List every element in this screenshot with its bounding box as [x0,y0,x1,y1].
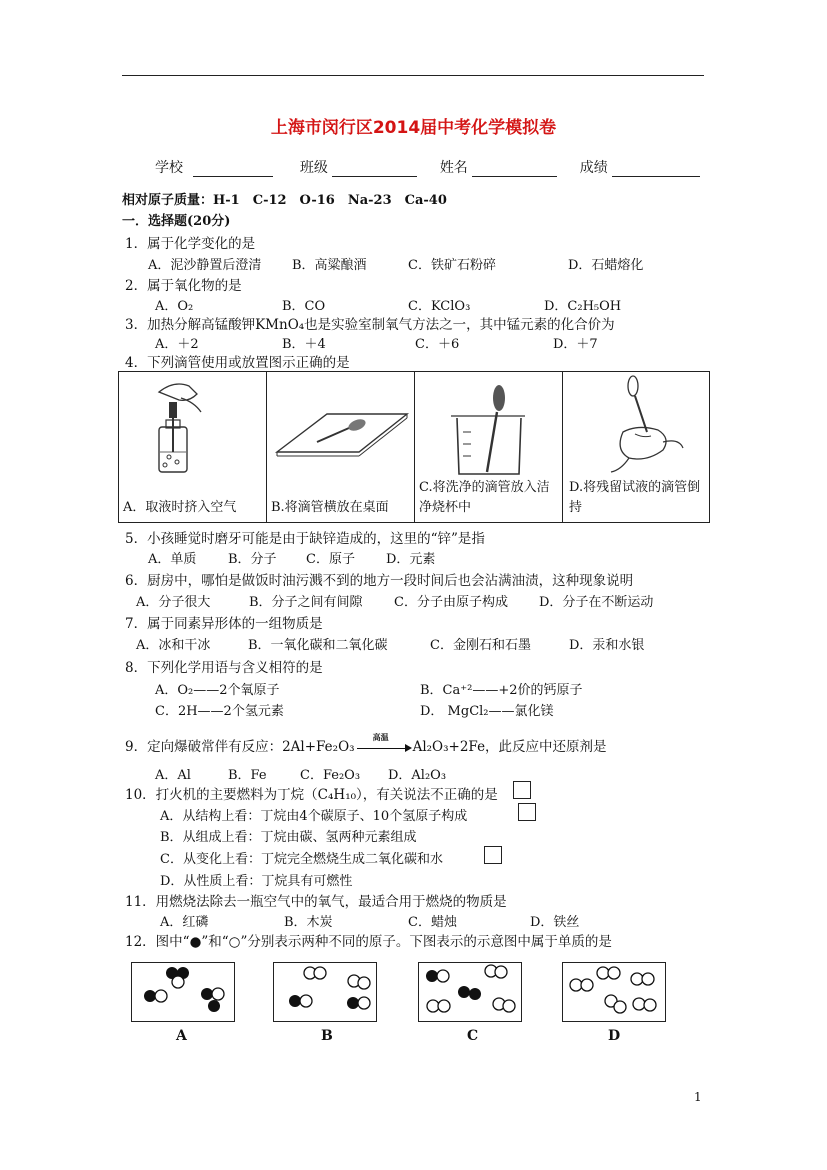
figure-cell-a [119,372,267,522]
figure-caption-b: B.将滴管横放在桌面 [271,500,389,515]
answer-box[interactable] [518,803,536,821]
class-blank[interactable] [332,160,417,177]
school-blank[interactable] [193,160,273,177]
question-3-stem: 3．加热分解高锰酸钾KMnO₄也是实验室制氧气方法之一，其中锰元素的化合价为 [125,317,615,333]
diagram-label-d: D [608,1028,621,1044]
score-label: 成绩 [579,160,608,176]
question-2-option-d: D．C₂H₅OH [544,299,622,314]
school-label: 学校 [155,160,183,176]
diagram-label-b: B [321,1028,333,1044]
question-5-stem: 5．小孩睡觉时磨牙可能是由于缺锌造成的，这里的“锌”是指 [125,531,485,547]
question-5-option-d: D．元素 [386,552,436,567]
question-12-stem: 12．图中“●”和“○”分别表示两种不同的原子。下图表示的示意图中属于单质的是 [125,934,612,950]
dropper-in-beaker-illustration [415,372,563,482]
question-11-option-a: A．红磷 [160,915,209,930]
figure-caption-a: A．取液时挤入空气 [123,500,237,515]
question-3-option-d: D．＋7 [553,337,598,352]
reaction-condition: 高温 [372,731,389,742]
question-2-stem: 2．属于氧化物的是 [125,278,242,294]
question-6-option-a: A．分子很大 [136,595,211,610]
molecule-diagram-b [273,962,377,1022]
question-1-option-b: B．高粱酿酒 [292,258,367,273]
molecule-diagram-a [131,962,235,1022]
student-info-fields [155,157,700,177]
question-8-option-c: C．2H——2个氢元素 [155,704,284,719]
question-9-option-d: D．Al₂O₃ [388,768,447,783]
question-8-option-d: D． MgCl₂——氯化镁 [420,704,554,719]
question-9-option-b: B．Fe [228,768,267,783]
molecule-diagram-d [562,962,666,1022]
page-number: 1 [694,1090,702,1104]
question-11-option-b: B．木炭 [284,915,333,930]
question-10-option-c: C．从变化上看：丁烷完全燃烧生成二氧化碳和水 [160,852,443,867]
question-2-option-b: B．CO [282,299,326,314]
diagram-label-a: A [176,1028,187,1044]
question-3-option-c: C．＋6 [415,337,460,352]
question-10-option-d: D．从性质上看：丁烷具有可燃性 [160,874,353,889]
class-label: 班级 [299,160,328,176]
question-3-option-a: A．＋2 [155,337,199,352]
question-11-option-c: C．蜡烛 [408,915,457,930]
molecule-diagram-c [418,962,522,1022]
question-7-option-d: D．汞和水银 [569,638,645,653]
question-6-option-d: D．分子在不断运动 [539,595,654,610]
question-10-option-a: A．从结构上看：丁烷由4个碳原子、10个氢原子构成 [160,809,468,824]
question-8-option-b: B．Ca⁺²——+2价的钙原子 [420,683,583,698]
question-9-stem [125,731,607,755]
question-1-stem: 1．属于化学变化的是 [125,236,256,252]
dropper-figure-table [118,371,710,523]
question-9-option-c: C．Fe₂O₃ [300,768,361,783]
question-8-option-a: A．O₂——2个氧原子 [155,683,280,698]
question-6-option-b: B．分子之间有间隙 [249,595,363,610]
question-10-option-b: B．从组成上看：丁烷由碳、氢两种元素组成 [160,830,417,845]
figure-cell-c [415,372,563,522]
question-3-option-b: B．＋4 [282,337,326,352]
figure-cell-b [267,372,415,522]
diagram-label-c: C [467,1028,479,1044]
dropper-squeeze-illustration [119,372,267,482]
question-11-option-d: D．铁丝 [530,915,580,930]
question-9-products: Al₂O₃+2Fe，此反应中还原剂是 [412,739,607,755]
question-6-option-c: C．分子由原子构成 [394,595,508,610]
figure-cell-d [563,372,711,522]
question-4-stem: 4．下列滴管使用或放置图示正确的是 [125,355,350,371]
question-10-stem: 10．打火机的主要燃料为丁烷（C₄H₁₀），有关说法不正确的是 [125,787,498,803]
figure-caption-d: D.将残留试液的滴管倒持 [569,480,701,515]
question-5-option-c: C．原子 [306,552,355,567]
question-9-reactants: 9．定向爆破常伴有反应：2Al+Fe₂O₃ [125,739,355,755]
question-1-option-c: C．铁矿石粉碎 [408,258,496,273]
name-blank[interactable] [472,160,557,177]
question-11-stem: 11．用燃烧法除去一瓶空气中的氧气，最适合用于燃烧的物质是 [125,894,507,910]
section-heading: 一．选择题(20分) [122,214,231,229]
question-2-option-a: A．O₂ [155,299,194,314]
question-7-option-b: B．一氧化碳和二氧化碳 [248,638,388,653]
page-title: 上海市闵行区2014届中考化学模拟卷 [270,118,557,138]
question-8-stem: 8．下列化学用语与含义相符的是 [125,660,323,676]
name-label: 姓名 [439,160,468,176]
question-1-option-a: A．泥沙静置后澄清 [148,258,262,273]
question-7-stem: 7．属于同素异形体的一组物质是 [125,616,323,632]
question-6-stem: 6．厨房中，哪怕是做饭时油污溅不到的地方一段时间后也会沾满油渍，这种现象说明 [125,573,634,589]
dropper-inverted-illustration [563,372,711,482]
question-5-option-b: B．分子 [228,552,277,567]
dropper-flat-on-table-illustration [267,372,415,482]
answer-box[interactable] [513,781,531,799]
question-2-option-c: C．KClO₃ [408,299,471,314]
question-7-option-c: C．金刚石和石墨 [430,638,531,653]
question-5-option-a: A．单质 [148,552,197,567]
question-7-option-a: A．冰和干冰 [136,638,211,653]
figure-caption-c: C.将洗净的滴管放入洁净烧杯中 [419,480,550,515]
score-blank[interactable] [612,160,700,177]
atomic-mass-line: 相对原子质量：H-1 C-12 O-16 Na-23 Ca-40 [122,193,447,208]
question-9-option-a: A．Al [155,768,191,783]
header-rule [122,75,704,76]
question-1-option-d: D．石蜡熔化 [568,258,644,273]
reaction-arrow [355,731,413,754]
answer-box[interactable] [484,846,502,864]
